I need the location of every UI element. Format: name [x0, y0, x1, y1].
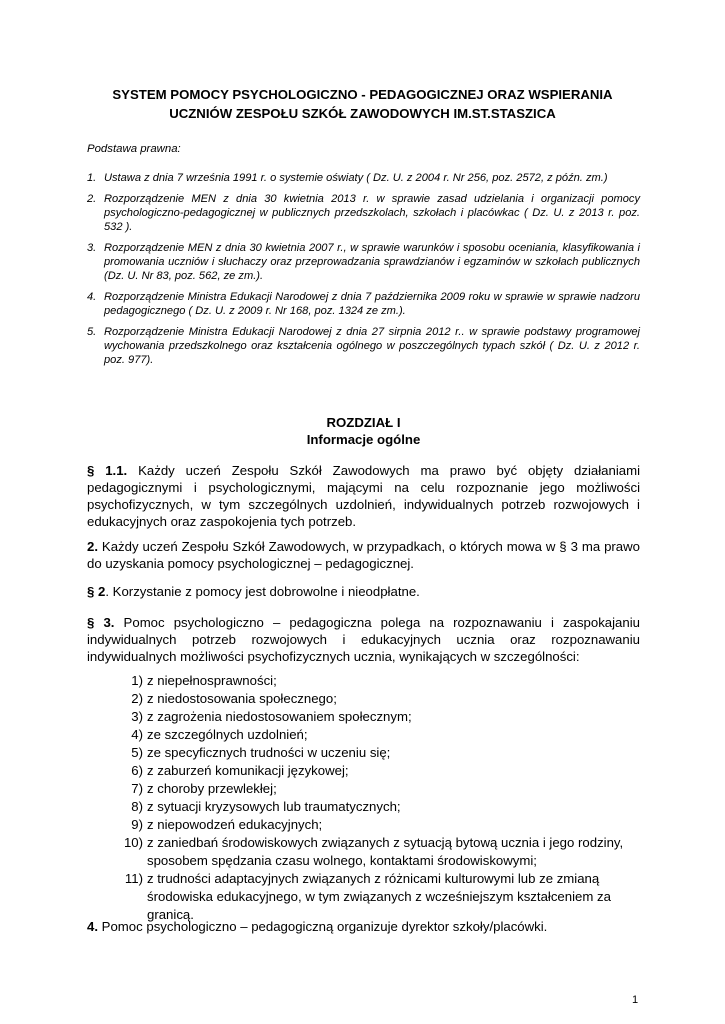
list-text: Rozporządzenie MEN z dnia 30 kwietnia 2013 r. w sprawie zasad udzielania i organizacji pomocy psychologiczno-pedagogicznej w publicznych przedszkolach, szkołach i placówkac ( Dz. U. z 2013 r. poz. 532 ).: [104, 193, 640, 233]
list-item: [87, 672, 640, 690]
list-text: Rozporządzenie MEN z dnia 30 kwietnia 2007 r., w sprawie warunków i sposobu oceniania, klasyfikowania i promowania uczniów i słuchaczy oraz przeprowadzania sprawdzianów i egzaminów w szkołach publicznych (Dz. U. Nr 83, poz. 562, ze zm.).: [104, 242, 640, 282]
list-item: [87, 708, 640, 726]
paragraph-1-1: [87, 462, 640, 530]
legal-basis-item: [87, 242, 640, 283]
section-3: [87, 614, 640, 665]
legal-basis-item: [87, 326, 640, 367]
list-item: [87, 798, 640, 816]
paragraph-2: [87, 538, 640, 572]
list-text: z niepowodzeń edukacyjnych;: [147, 817, 323, 832]
paragraph-marker: § 1.1.: [87, 463, 128, 478]
list-text: Rozporządzenie Ministra Edukacji Narodowej z dnia 27 sirpnia 2012 r.. w sprawie podstawy programowej wychowania przedszkolnego oraz kształcenia ogólnego w poszczególnych typach szkół ( Dz. U. z 2012 r. poz. 977).: [104, 326, 640, 366]
list-item: [87, 762, 640, 780]
paragraph-marker: 4.: [87, 919, 98, 934]
list-number: 4.: [87, 291, 97, 304]
paragraph-marker: 2.: [87, 539, 98, 554]
list-text: z sytuacji kryzysowych lub traumatycznych;: [147, 799, 401, 814]
list-text: z zagrożenia niedostosowaniem społecznym;: [147, 709, 412, 724]
chapter-subtitle: Informacje ogólne: [306, 432, 421, 447]
paragraph-text: Każdy uczeń Zespołu Szkół Zawodowych, w przypadkach, o których mowa w § 3 ma prawo do uzyskania pomocy psychologicznej – pedagogicznej.: [87, 539, 640, 571]
list-number: 3.: [87, 242, 97, 255]
title-line-1: SYSTEM POMOCY PSYCHOLOGICZNO - PEDAGOGICZNEJ ORAZ WSPIERANIA: [112, 87, 613, 102]
section-2: [87, 583, 640, 600]
list-number: 10): [123, 835, 143, 850]
list-text: Ustawa z dnia 7 września 1991 r. o systemie oświaty ( Dz. U. z 2004 r. Nr 256, poz. 2572, z późn. zm.): [104, 172, 608, 184]
list-item: [87, 690, 640, 708]
paragraph-text: Pomoc psychologiczno – pedagogiczną organizuje dyrektor szkoły/placówki.: [98, 919, 548, 934]
list-item: [87, 780, 640, 798]
legal-basis-label: Podstawa prawna:: [87, 143, 181, 155]
list-number: 7): [131, 781, 143, 796]
list-number: 2.: [87, 193, 97, 206]
list-number: 4): [131, 727, 143, 742]
list-item: [87, 744, 640, 762]
paragraph-marker: § 2: [87, 584, 106, 599]
list-text: z niedostosowania społecznego;: [147, 691, 337, 706]
reasons-list: [87, 672, 640, 924]
chapter-title: ROZDZIAŁ I: [326, 415, 401, 430]
legal-basis-list: [87, 172, 640, 375]
list-number: 3): [131, 709, 143, 724]
list-item: [87, 870, 640, 924]
list-text: z trudności adaptacyjnych związanych z różnicami kulturowymi lub ze zmianą środowiska edukacyjnego, w tym związanych z wcześniejszym kształceniem za granicą.: [147, 871, 611, 922]
list-number: 2): [131, 691, 143, 706]
list-text: z choroby przewlekłej;: [147, 781, 277, 796]
paragraph-4: [87, 918, 640, 935]
page-number: 1: [632, 994, 639, 1006]
paragraph-text: . Korzystanie z pomocy jest dobrowolne i nieodpłatne.: [105, 584, 420, 599]
title-line-2: UCZNIÓW ZESPOŁU SZKÓŁ ZAWODOWYCH IM.ST.STASZICA: [169, 106, 556, 121]
list-text: z niepełnosprawności;: [147, 673, 277, 688]
list-number: 8): [131, 799, 143, 814]
list-number: 9): [131, 817, 143, 832]
list-item: [87, 816, 640, 834]
list-text: ze szczególnych uzdolnień;: [147, 727, 308, 742]
list-number: 5): [131, 745, 143, 760]
list-number: 1): [131, 673, 143, 688]
list-number: 6): [131, 763, 143, 778]
paragraph-marker: § 3.: [87, 615, 115, 630]
legal-basis-item: [87, 193, 640, 234]
paragraph-text: Każdy uczeń Zespołu Szkół Zawodowych ma prawo być objęty działaniami pedagogicznymi i psychologicznymi, mającymi na celu rozpoznanie jego możliwości psychofizycznych, w tym szczególnych uzdolnień, indywidualnych potrzeb rozwojowych i edukacyjnych oraz zaspokojenia tych potrzeb.: [87, 463, 641, 529]
list-text: Rozporządzenie Ministra Edukacji Narodowej z dnia 7 października 2009 roku w sprawie w sprawie nadzoru pedagogicznego ( Dz. U. z 2009 r. Nr 168, poz. 1324 ze zm.).: [104, 291, 640, 317]
legal-basis-item: [87, 172, 640, 186]
chapter-heading: [87, 414, 640, 448]
list-number: 1.: [87, 172, 97, 184]
list-number: 5.: [87, 326, 97, 339]
list-item: [87, 726, 640, 744]
legal-basis-item: [87, 291, 640, 319]
list-item: [87, 834, 640, 870]
list-text: z zaniedbań środowiskowych związanych z sytuacją bytową ucznia i jego rodziny, sposobem spędzania czasu wolnego, kontaktami środowiskowymi;: [147, 835, 624, 868]
document-title: [60, 85, 665, 123]
list-text: ze specyficznych trudności w uczeniu się;: [147, 745, 391, 760]
paragraph-text: Pomoc psychologiczno – pedagogiczna polega na rozpoznawaniu i zaspokajaniu indywidualnych potrzeb rozwojowych i edukacyjnych ucznia oraz rozpoznawaniu indywidualnych możliwości psychofizycznych ucznia, wynikających w szczególności:: [87, 615, 640, 664]
list-number: 11): [124, 871, 143, 886]
list-text: z zaburzeń komunikacji językowej;: [147, 763, 349, 778]
